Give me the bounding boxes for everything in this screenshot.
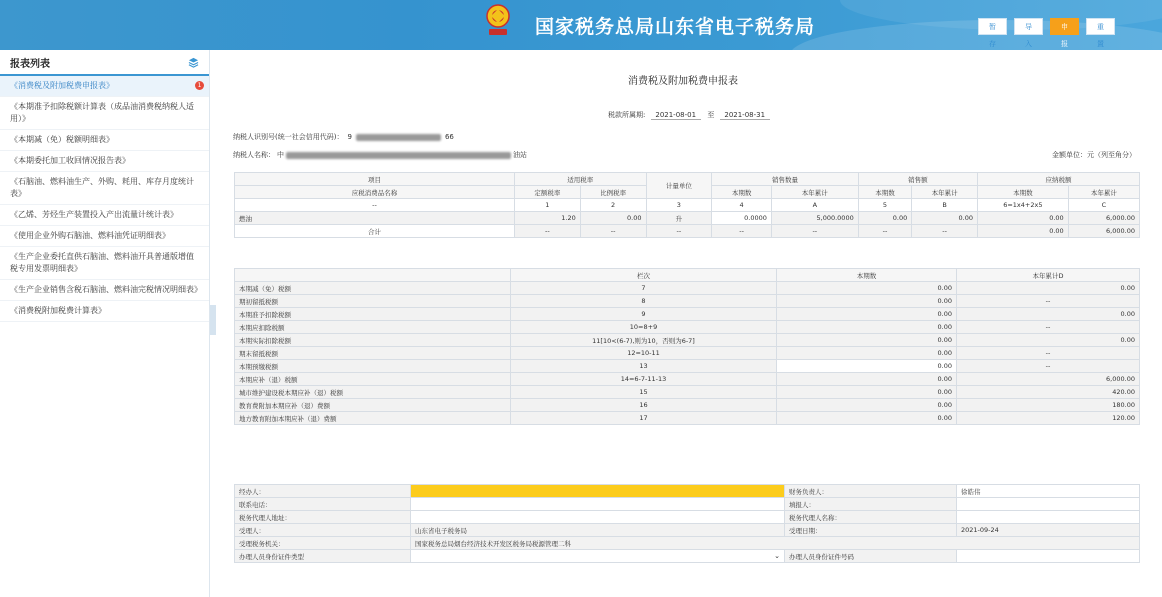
row-index: 13 xyxy=(511,360,777,373)
sidebar-header xyxy=(0,50,209,76)
header-cell: 本期数 xyxy=(858,186,912,199)
accept-date-value: 2021-09-24 xyxy=(957,524,1140,537)
reporter-label: 填报人： xyxy=(785,498,957,511)
ytd-cell: 6,000.00 xyxy=(957,373,1140,386)
total-cell: -- xyxy=(912,225,978,238)
index-cell: -- xyxy=(235,199,515,212)
redacted-block xyxy=(286,152,511,159)
agent-label: 经办人： xyxy=(235,485,411,498)
sidebar-item-ethylene-stats[interactable] xyxy=(0,205,209,226)
sidebar-collapse-handle[interactable] xyxy=(210,305,216,335)
current-cell: 0.00 xyxy=(777,321,957,334)
header-cell xyxy=(235,269,511,282)
tax-calc-table xyxy=(234,172,1140,238)
total-cell: -- xyxy=(858,225,912,238)
header-cell: 比例税率 xyxy=(580,186,646,199)
accepter-label: 受理人： xyxy=(235,524,411,537)
ytd-cell: -- xyxy=(957,347,1140,360)
phone-label: 联系电话： xyxy=(235,498,411,511)
tax-office-label: 受理税务机关： xyxy=(235,537,411,550)
table-row xyxy=(235,347,1140,360)
header-cell: 应纳税额 xyxy=(978,173,1140,186)
sidebar-item-label: 《消费税附加税费计算表》 xyxy=(10,306,106,315)
sidebar-item-processing-report[interactable] xyxy=(0,151,209,172)
ytd-cell: 0.00 xyxy=(957,308,1140,321)
id-number-input[interactable] xyxy=(957,550,1140,563)
index-cell: 5 xyxy=(858,199,912,212)
ytd-cell: 180.00 xyxy=(957,399,1140,412)
sidebar-item-purchase-voucher[interactable] xyxy=(0,226,209,247)
total-cell: -- xyxy=(580,225,646,238)
form-area xyxy=(228,50,1162,597)
taxid-prefix: 9 xyxy=(347,133,352,141)
row-index: 16 xyxy=(511,399,777,412)
table-row xyxy=(235,399,1140,412)
agent-address-input[interactable] xyxy=(411,511,785,524)
table-row xyxy=(235,373,1140,386)
current-cell: 0.00 xyxy=(777,399,957,412)
table-row xyxy=(235,295,1140,308)
sidebar-title: 报表列表 xyxy=(10,58,50,70)
finance-input[interactable]: 徐皓伟 xyxy=(957,485,1140,498)
row-label: 本期实际扣除税额 xyxy=(235,334,511,347)
current-cell: 0.00 xyxy=(777,386,957,399)
amount-ytd-cell: 0.00 xyxy=(912,212,978,225)
ytd-cell: 0.00 xyxy=(957,334,1140,347)
total-cell: -- xyxy=(771,225,858,238)
row-label: 本期应补（退）税额 xyxy=(235,373,511,386)
finance-label: 财务负责人： xyxy=(785,485,957,498)
current-cell: 0.00 xyxy=(777,347,957,360)
accept-date-label: 受理日期： xyxy=(785,524,957,537)
payable-cell: 0.00 xyxy=(978,212,1069,225)
index-cell: 1 xyxy=(515,199,581,212)
fixed-rate-cell: 1.20 xyxy=(515,212,581,225)
form-title: 消费税及附加税费申报表 xyxy=(628,76,738,87)
row-index: 15 xyxy=(511,386,777,399)
submit-button[interactable]: 申报 xyxy=(1050,18,1079,35)
index-cell: 4 xyxy=(712,199,772,212)
reporter-input[interactable] xyxy=(957,498,1140,511)
current-cell: 0.00 xyxy=(777,295,957,308)
index-cell: A xyxy=(771,199,858,212)
row-label: 城市维护建设税本期应补（退）税额 xyxy=(235,386,511,399)
row-label: 期末留抵税额 xyxy=(235,347,511,360)
taxid-suffix: 66 xyxy=(444,133,454,141)
sidebar-item-label: 《本期减（免）税额明细表》 xyxy=(10,135,114,144)
id-type-label: 办理人员身份证件类型 xyxy=(235,550,411,563)
current-cell: 0.00 xyxy=(777,412,957,425)
current-cell: 0.00 xyxy=(777,334,957,347)
ratio-rate-cell: 0.00 xyxy=(580,212,646,225)
sidebar-item-label: 《消费税及附加税费申报表》 xyxy=(10,81,114,90)
row-index: 14=6-7-11-13 xyxy=(511,373,777,386)
header-cell: 应税消费品名称 xyxy=(235,186,515,199)
header-cell: 本期数 xyxy=(978,186,1069,199)
table-row xyxy=(235,386,1140,399)
row-label: 教育费附加本期应补（退）费额 xyxy=(235,399,511,412)
index-cell: C xyxy=(1068,199,1139,212)
taxname-label: 纳税人名称： xyxy=(233,151,275,159)
header-cell: 本年累计 xyxy=(1068,186,1139,199)
app-header xyxy=(0,0,1162,50)
taxpayer-id xyxy=(233,132,454,142)
total-cell: -- xyxy=(646,225,712,238)
agent-address-label: 税务代理人地址： xyxy=(235,511,411,524)
toolbar xyxy=(978,18,1115,48)
id-type-select[interactable] xyxy=(411,550,785,563)
save-draft-button[interactable]: 暂存 xyxy=(978,18,1007,35)
period-to-field[interactable]: 2021-08-31 xyxy=(720,111,770,120)
tax-summary-table xyxy=(234,268,1140,425)
sidebar-item-label: 《本期委托加工收回情况报告表》 xyxy=(10,156,130,165)
ytd-cell: 420.00 xyxy=(957,386,1140,399)
total-cell: -- xyxy=(712,225,772,238)
sidebar-item-consumption-tax[interactable] xyxy=(0,76,209,97)
sidebar-item-exemption-detail[interactable] xyxy=(0,130,209,151)
index-cell: 2 xyxy=(580,199,646,212)
row-index: 7 xyxy=(511,282,777,295)
header-cell: 本期数 xyxy=(777,269,957,282)
row-label: 本期应扣除税额 xyxy=(235,321,511,334)
index-cell: 3 xyxy=(646,199,712,212)
taxpayer-name xyxy=(233,150,527,160)
row-label: 地方教育附加本期应补（退）费额 xyxy=(235,412,511,425)
sidebar-item-naphtha-stats[interactable] xyxy=(0,172,209,205)
period-from-field[interactable]: 2021-08-01 xyxy=(651,111,701,120)
header-cell: 计量单位 xyxy=(646,173,712,199)
period-label: 税款所属期: xyxy=(608,111,646,119)
ytd-cell: -- xyxy=(957,360,1140,373)
tax-office-value: 国家税务总局烟台经济技术开发区税务局税源管理二科 xyxy=(411,537,1140,550)
table-row xyxy=(235,321,1140,334)
current-cell: 0.00 xyxy=(777,282,957,295)
layers-icon[interactable] xyxy=(188,57,199,68)
report-sidebar xyxy=(0,50,210,597)
header-cell: 本年累计 xyxy=(912,186,978,199)
row-index: 12=10-11 xyxy=(511,347,777,360)
total-cell: 6,000.00 xyxy=(1068,225,1139,238)
accepter-value: 山东省电子税务局 xyxy=(411,524,785,537)
row-index: 10=8+9 xyxy=(511,321,777,334)
declarant-info-table xyxy=(234,484,1140,563)
table-row xyxy=(235,412,1140,425)
row-index: 8 xyxy=(511,295,777,308)
header-cell: 栏次 xyxy=(511,269,777,282)
row-label: 本期预缴税额 xyxy=(235,360,511,373)
sidebar-item-sales-tax-detail[interactable] xyxy=(0,280,209,301)
sidebar-item-label: 《石脑油、燃料油生产、外购、耗用、库存月度统计表》 xyxy=(10,177,194,198)
header-cell: 销售数量 xyxy=(712,173,858,186)
table-row xyxy=(235,334,1140,347)
sidebar-item-label: 《生产企业委托直供石脑油、燃料油开具普通版增值税专用发票明细表》 xyxy=(10,252,194,273)
row-index: 17 xyxy=(511,412,777,425)
ytd-cell: -- xyxy=(957,295,1140,308)
prepaid-tax-input[interactable]: 0.00 xyxy=(777,360,957,373)
header-cell: 本期数 xyxy=(712,186,772,199)
amount-cell: 0.00 xyxy=(858,212,912,225)
payable-ytd-cell: 6,000.00 xyxy=(1068,212,1139,225)
chevron-down-icon: ⌄ xyxy=(774,552,780,560)
sidebar-item-deduction-calc[interactable] xyxy=(0,97,209,130)
table-row xyxy=(235,282,1140,295)
id-number-label: 办理人员身份证件号码 xyxy=(785,550,957,563)
header-cell: 本年累计D xyxy=(957,269,1140,282)
taxname-prefix: 中 xyxy=(277,151,284,159)
reset-button[interactable]: 重置 xyxy=(1086,18,1115,35)
unit-cell: 升 xyxy=(646,212,712,225)
taxid-label: 纳税人识别号(统一社会信用代码)： xyxy=(233,133,344,141)
row-index: 9 xyxy=(511,308,777,321)
index-cell: B xyxy=(912,199,978,212)
sidebar-item-invoice-detail[interactable] xyxy=(0,247,209,280)
header-cell: 项目 xyxy=(235,173,515,186)
row-label: 期初留抵税额 xyxy=(235,295,511,308)
header-cell: 定额税率 xyxy=(515,186,581,199)
row-label: 本期减（免）税额 xyxy=(235,282,511,295)
sidebar-item-surcharge-calc[interactable] xyxy=(0,301,209,322)
import-button[interactable]: 导入 xyxy=(1014,18,1043,35)
qty-input[interactable]: 0.0000 xyxy=(712,212,772,225)
total-label: 合计 xyxy=(235,225,515,238)
header-cell: 本年累计 xyxy=(771,186,858,199)
table-row xyxy=(235,360,1140,373)
tax-period xyxy=(608,110,770,120)
total-cell: 0.00 xyxy=(978,225,1069,238)
sidebar-item-label: 《使用企业外购石脑油、燃料油凭证明细表》 xyxy=(10,231,170,240)
agent-name-label: 税务代理人名称： xyxy=(785,511,957,524)
amount-unit: 金额单位：元（列至角分） xyxy=(1052,151,1136,159)
period-to-label: 至 xyxy=(707,111,715,119)
phone-input[interactable] xyxy=(411,498,785,511)
qty-ytd-cell: 5,000.0000 xyxy=(771,212,858,225)
table-row xyxy=(235,308,1140,321)
tax-emblem-icon xyxy=(485,4,511,38)
redacted-block xyxy=(356,134,441,141)
current-cell: 0.00 xyxy=(777,308,957,321)
row-label: 本期准予扣除税额 xyxy=(235,308,511,321)
sidebar-item-label: 《乙烯、芳烃生产装置投入产出流量计统计表》 xyxy=(10,210,178,219)
header-cell: 销售额 xyxy=(858,173,977,186)
index-cell: 6=1x4+2x5 xyxy=(978,199,1069,212)
ytd-cell: 0.00 xyxy=(957,282,1140,295)
ytd-cell: -- xyxy=(957,321,1140,334)
header-cell: 适用税率 xyxy=(515,173,647,186)
row-index: 11[10<(6-7),则为10，否则为6-7] xyxy=(511,334,777,347)
current-cell: 0.00 xyxy=(777,373,957,386)
taxname-suffix: 油站 xyxy=(513,151,527,159)
alert-badge: 1 xyxy=(195,81,204,90)
sidebar-item-label: 《生产企业销售含税石脑油、燃料油完税情况明细表》 xyxy=(10,285,202,294)
total-cell: -- xyxy=(515,225,581,238)
agent-name-input[interactable] xyxy=(957,511,1140,524)
sidebar-item-label: 《本期准予扣除税额计算表（成品油消费税纳税人适用）》 xyxy=(10,102,194,123)
site-title: 国家税务总局山东省电子税务局 xyxy=(535,16,816,38)
product-name-cell: 燃油 xyxy=(235,212,515,225)
agent-input[interactable] xyxy=(411,485,785,498)
ytd-cell: 120.00 xyxy=(957,412,1140,425)
